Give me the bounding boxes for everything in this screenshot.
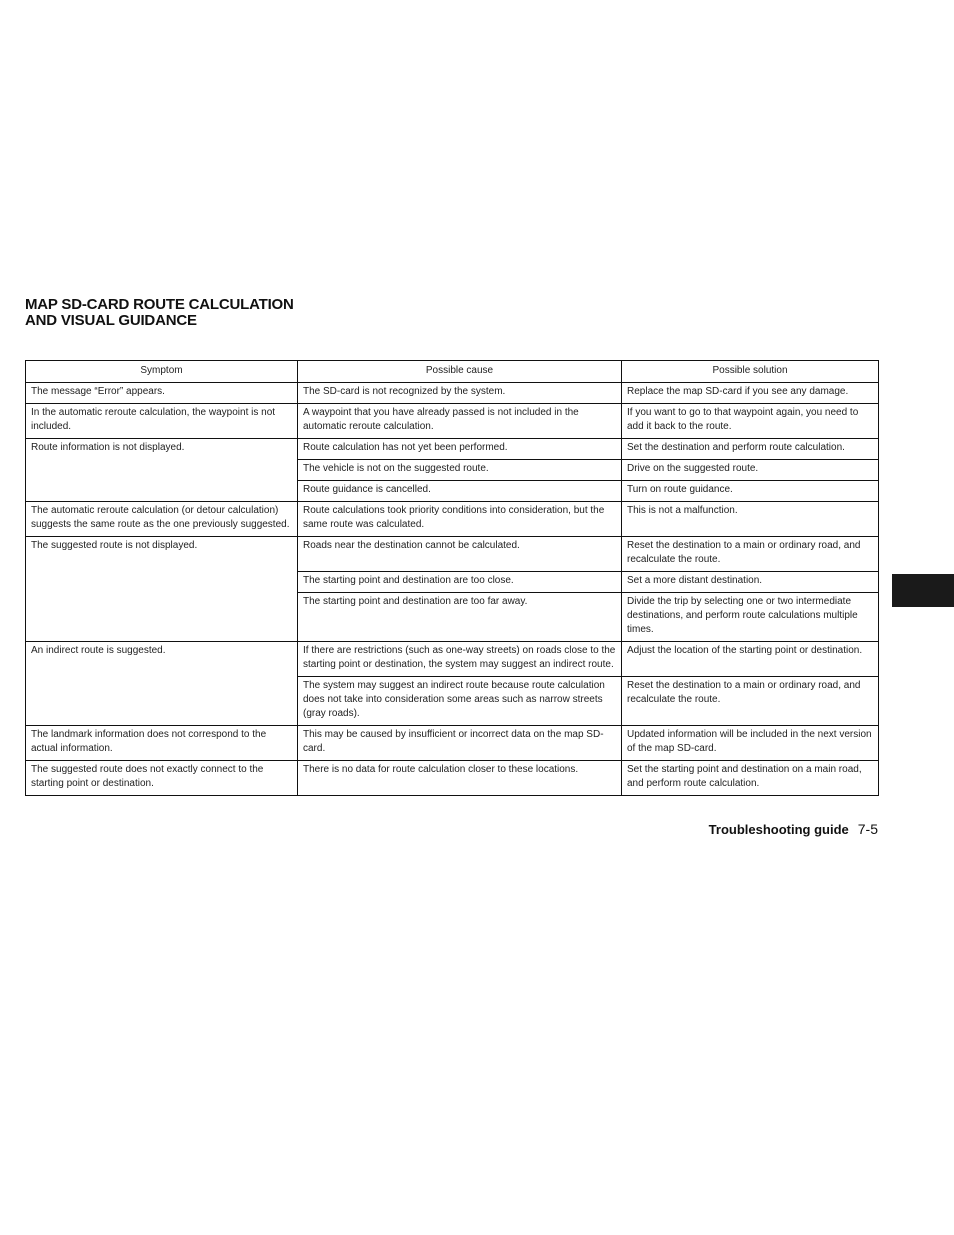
column-header-solution: Possible solution bbox=[622, 361, 879, 383]
column-header-cause: Possible cause bbox=[298, 361, 622, 383]
solution-cell: Reset the destination to a main or ordinary road, and recalculate the route. bbox=[622, 537, 879, 572]
cause-cell: A waypoint that you have already passed is not included in the automatic reroute calculation. bbox=[298, 404, 622, 439]
solution-cell: Turn on route guidance. bbox=[622, 481, 879, 502]
solution-cell: Set the destination and perform route calculation. bbox=[622, 439, 879, 460]
table-row bbox=[26, 502, 879, 537]
symptom-cell: Route information is not displayed. bbox=[26, 439, 298, 502]
cause-cell: The starting point and destination are too far away. bbox=[298, 593, 622, 642]
symptom-cell: The automatic reroute calculation (or detour calculation) suggests the same route as the one previously suggested. bbox=[26, 502, 298, 537]
symptom-cell: In the automatic reroute calculation, the waypoint is not included. bbox=[26, 404, 298, 439]
solution-cell: Set the starting point and destination on a main road, and perform route calculation. bbox=[622, 761, 879, 796]
cause-cell: The SD-card is not recognized by the system. bbox=[298, 383, 622, 404]
footer-section-name: Troubleshooting guide bbox=[708, 822, 849, 837]
troubleshooting-table bbox=[25, 360, 879, 796]
solution-cell: Adjust the location of the starting point or destination. bbox=[622, 642, 879, 677]
cause-cell: Route calculations took priority conditions into consideration, but the same route was calculated. bbox=[298, 502, 622, 537]
cause-cell: The starting point and destination are too close. bbox=[298, 572, 622, 593]
cause-cell: Roads near the destination cannot be calculated. bbox=[298, 537, 622, 572]
page-number: 7-5 bbox=[857, 821, 878, 837]
cause-cell: The vehicle is not on the suggested route. bbox=[298, 460, 622, 481]
table-row bbox=[26, 642, 879, 677]
solution-cell: If you want to go to that waypoint again, you need to add it back to the route. bbox=[622, 404, 879, 439]
solution-cell: This is not a malfunction. bbox=[622, 502, 879, 537]
cause-cell: If there are restrictions (such as one-way streets) on roads close to the starting point or destination, the system may suggest an indirect route. bbox=[298, 642, 622, 677]
solution-cell: Divide the trip by selecting one or two intermediate destinations, and perform route calculations multiple times. bbox=[622, 593, 879, 642]
cause-cell: This may be caused by insufficient or incorrect data on the map SD-card. bbox=[298, 726, 622, 761]
page-title-line-2: AND VISUAL GUIDANCE bbox=[25, 312, 197, 329]
table-row bbox=[26, 383, 879, 404]
solution-cell: Replace the map SD-card if you see any damage. bbox=[622, 383, 879, 404]
cause-cell: Route calculation has not yet been performed. bbox=[298, 439, 622, 460]
cause-cell: The system may suggest an indirect route because route calculation does not take into consideration some areas such as narrow streets (gray roads). bbox=[298, 677, 622, 726]
column-header-symptom: Symptom bbox=[26, 361, 298, 383]
table-row bbox=[26, 726, 879, 761]
table-row bbox=[26, 439, 879, 460]
solution-cell: Set a more distant destination. bbox=[622, 572, 879, 593]
symptom-cell: The suggested route does not exactly connect to the starting point or destination. bbox=[26, 761, 298, 796]
symptom-cell: An indirect route is suggested. bbox=[26, 642, 298, 726]
cause-cell: There is no data for route calculation closer to these locations. bbox=[298, 761, 622, 796]
page-title-line-1: MAP SD-CARD ROUTE CALCULATION bbox=[25, 296, 294, 313]
table-row bbox=[26, 537, 879, 572]
cause-cell: Route guidance is cancelled. bbox=[298, 481, 622, 502]
table-row bbox=[26, 404, 879, 439]
solution-cell: Drive on the suggested route. bbox=[622, 460, 879, 481]
table-row bbox=[26, 761, 879, 796]
chapter-tab-marker bbox=[892, 574, 954, 607]
symptom-cell: The landmark information does not correspond to the actual information. bbox=[26, 726, 298, 761]
symptom-cell: The suggested route is not displayed. bbox=[26, 537, 298, 642]
solution-cell: Updated information will be included in the next version of the map SD-card. bbox=[622, 726, 879, 761]
solution-cell: Reset the destination to a main or ordinary road, and recalculate the route. bbox=[622, 677, 879, 726]
page-footer bbox=[709, 821, 878, 839]
table-header-row bbox=[26, 361, 879, 383]
symptom-cell: The message “Error” appears. bbox=[26, 383, 298, 404]
page-title bbox=[25, 297, 294, 329]
table-body bbox=[26, 383, 879, 796]
